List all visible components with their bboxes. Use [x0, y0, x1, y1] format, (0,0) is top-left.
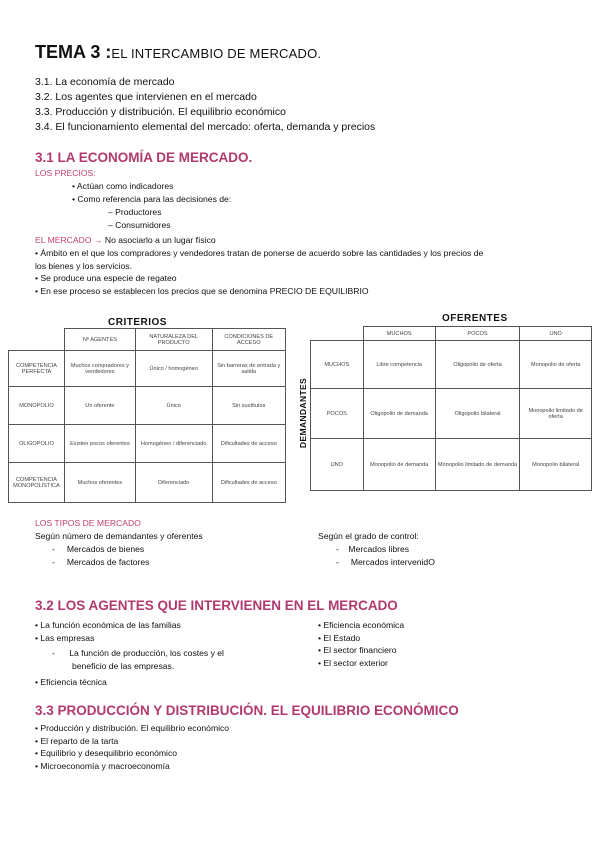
header-cell: CONDICIONES DE ACCESO [212, 329, 285, 351]
produccion-list [35, 722, 229, 772]
list-item: • El sector financiero [318, 644, 404, 657]
oferentes-table [310, 326, 592, 491]
list-item-text: Mercados de bienes [66, 544, 145, 554]
empty-cell [9, 329, 65, 351]
title-bold: TEMA 3 : [35, 42, 112, 62]
table-cell: Un oferente [64, 387, 135, 425]
list-item: • En ese proceso se establecen los precios que se denomina PRECIO DE EQUILIBRIO [35, 285, 483, 298]
list-item: • Ámbito en el que los compradores y vendedores tratan de ponerse de acuerdo sobre las cantidades y los precios de [35, 247, 483, 260]
row-header: POCOS [311, 389, 364, 439]
mercado-label: EL MERCADO → [35, 235, 103, 245]
list-item: - Mercados intervenidO [336, 556, 435, 567]
toc-item: 3.3. Producción y distribución. El equilibrio económico [35, 106, 286, 118]
list-item: • La función económica de las familias [35, 619, 181, 632]
table-cell: Diferenciado [135, 463, 212, 503]
table-cell: Dificultades de acceso [212, 463, 285, 503]
agentes-right-list [318, 619, 404, 669]
list-item: - Mercados libres [336, 544, 410, 554]
table-cell: Homogéneo / diferenciado [135, 425, 212, 463]
empty-cell [311, 327, 364, 341]
header-cell: Nº AGENTES [64, 329, 135, 351]
list-item: – Productores [108, 206, 171, 219]
list-item: • Producción y distribución. El equilibrio económico [35, 722, 229, 735]
list-item: • Equilibrio y desequilibrio económico [35, 747, 229, 760]
table-of-contents [35, 75, 375, 135]
list-item: • Se produce una especie de regateo [35, 272, 483, 285]
demandantes-side-label [296, 375, 310, 455]
list-item: • Las empresas [35, 632, 181, 645]
table-cell: Libre competencia [363, 341, 435, 389]
agentes-left-list [35, 619, 181, 644]
list-item: • Como referencia para las decisiones de: [72, 193, 231, 206]
list-item: • Eficiencia técnica [35, 676, 107, 689]
list-item: • Eficiencia económica [318, 619, 404, 632]
mercado-line [35, 234, 216, 247]
precios-list [72, 180, 231, 205]
list-item-text: Mercados intervenidO [350, 556, 435, 567]
list-item-text: Mercados libres [348, 544, 410, 554]
table-cell: Único [135, 387, 212, 425]
table-cell: Oligopolio de oferta [435, 341, 520, 389]
list-item-continued: beneficio de las empresas. [72, 660, 175, 671]
section-heading-3-3: 3.3 PRODUCCIÓN Y DISTRIBUCIÓN. EL EQUILIBRIO ECONÓMICO [35, 703, 459, 718]
tipos-left-list [52, 543, 149, 568]
table-cell: Monopolio bilateral [520, 439, 592, 491]
section-heading-3-2: 3.2 LOS AGENTES QUE INTERVIENEN EN EL MERCADO [35, 598, 398, 613]
list-item: • Microeconomía y macroeconomía [35, 760, 229, 773]
header-cell: POCOS [435, 327, 520, 341]
table-cell: Monopolio de oferta [520, 341, 592, 389]
criterios-table [8, 328, 286, 503]
table-cell: Único / homogéneo [135, 351, 212, 387]
list-item: los bienes y los servicios. [35, 260, 132, 271]
oferentes-table-image [310, 326, 592, 491]
toc-item: 3.1. La economía de mercado [35, 76, 175, 88]
tipos-right-title: Según el grado de control: [318, 531, 419, 541]
row-header: MUCHOS [311, 341, 364, 389]
list-item: • El reparto de la tarta [35, 735, 229, 748]
table-cell: Existen pocos oferentes [64, 425, 135, 463]
title-rest: EL INTERCAMBIO DE MERCADO. [111, 46, 322, 61]
list-item: • El Estado [318, 632, 404, 645]
agentes-sublist [52, 647, 224, 672]
mercado-bullets [35, 247, 483, 297]
list-item-text: La función de producción, los costes y el [69, 648, 224, 658]
row-header: MONOPOLIO [9, 387, 65, 425]
mercado-text: No asociarlo a un lugar físico [102, 235, 216, 245]
tipos-left-title: Según número de demandantes y oferentes [35, 531, 203, 541]
precios-sublist [108, 206, 171, 231]
tipos-label: LOS TIPOS DE MERCADO [35, 518, 141, 528]
table-cell: Sin sustitutos [212, 387, 285, 425]
criterios-title: CRITERIOS [108, 317, 167, 328]
section-heading-3-1: 3.1 LA ECONOMÍA DE MERCADO. [35, 150, 253, 165]
list-item: - Mercados de factores [52, 556, 150, 567]
row-header: UNO [311, 439, 364, 491]
criterios-table-image [8, 328, 286, 503]
table-cell: Sin barreras de entrada y salida [212, 351, 285, 387]
table-cell: Monopolio limitado de oferta [520, 389, 592, 439]
tipos-right-list [336, 543, 435, 568]
list-item: - Mercados de bienes [52, 544, 145, 554]
oferentes-title: OFERENTES [442, 313, 508, 324]
table-cell: Dificultades de acceso [212, 425, 285, 463]
table-cell: Monopolio limitado de demanda [435, 439, 520, 491]
toc-item: 3.4. El funcionamiento elemental del mercado: oferta, demanda y precios [35, 121, 376, 133]
list-item: • El sector exterior [318, 657, 404, 670]
table-cell: Muchos oferentes [64, 463, 135, 503]
row-header: COMPETENCIA MONOPOLÍSTICA [9, 463, 65, 503]
header-cell: NATURALEZA DEL PRODUCTO [135, 329, 212, 351]
demandantes-label: DEMANDANTES [298, 377, 308, 449]
header-cell: MUCHOS [363, 327, 435, 341]
toc-item: 3.2. Los agentes que intervienen en el mercado [35, 91, 257, 103]
table-cell: Muchos compradores y vendedores [64, 351, 135, 387]
header-cell: UNO [520, 327, 592, 341]
table-cell: Monopolio de demanda [363, 439, 435, 491]
list-item: – Consumidores [108, 219, 171, 232]
precios-label: LOS PRECIOS: [35, 168, 96, 178]
row-header: OLIGOPOLIO [9, 425, 65, 463]
list-item: • Actúan como indicadores [72, 180, 231, 193]
table-cell: Oligopolio bilateral [435, 389, 520, 439]
row-header: COMPETENCIA PERFECTA [9, 351, 65, 387]
page-title [35, 42, 321, 63]
list-item: - La función de producción, los costes y el [52, 648, 224, 658]
table-cell: Oligopolio de demanda [363, 389, 435, 439]
list-item-text: Mercados de factores [66, 556, 150, 567]
